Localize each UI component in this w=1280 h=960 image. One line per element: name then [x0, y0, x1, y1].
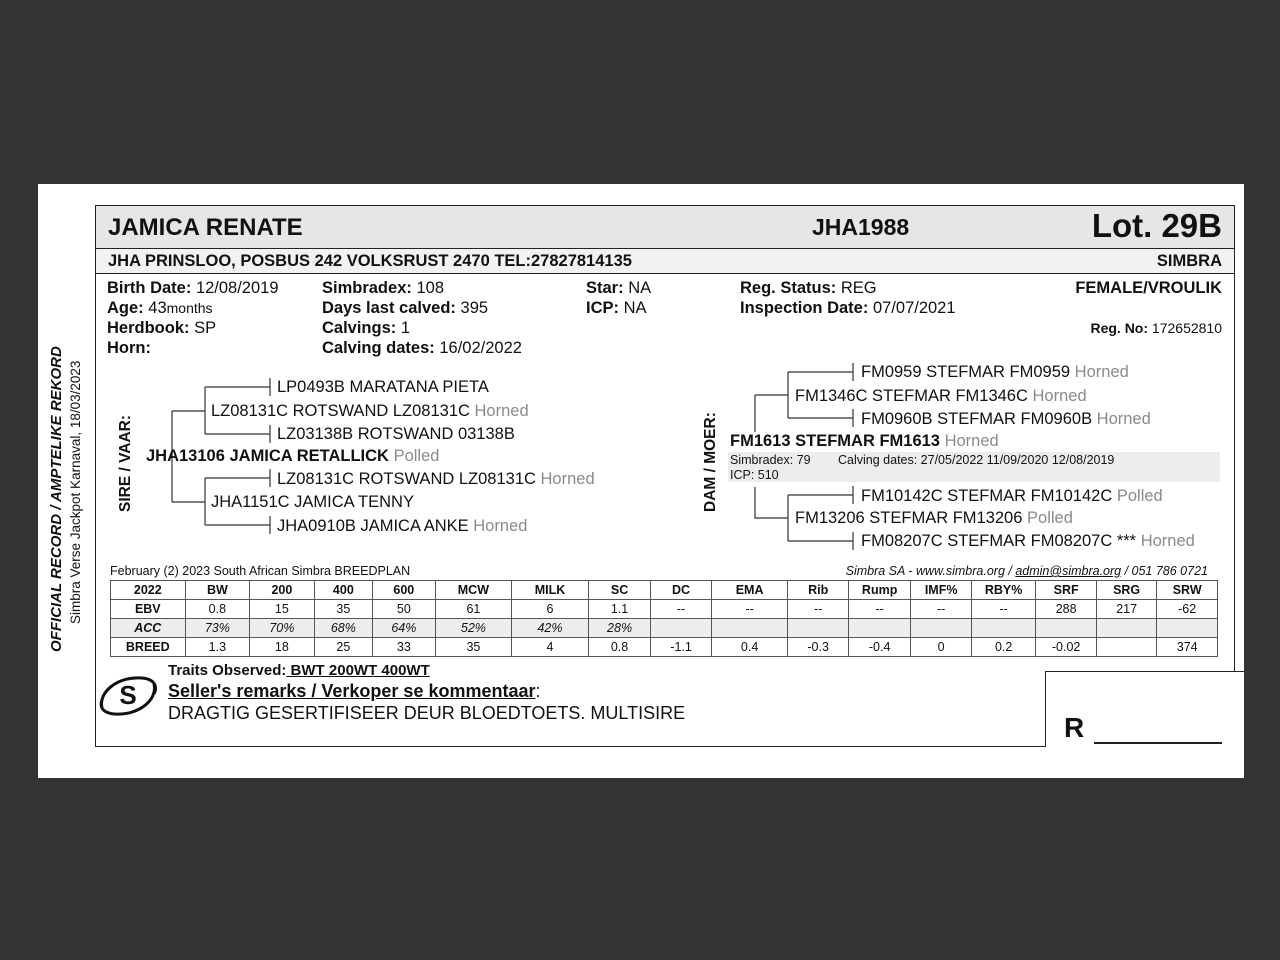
ebv-cell — [1096, 638, 1156, 657]
simbra-contact: Simbra SA - www.simbra.org / admin@simbra.org / 051 786 0721 — [845, 564, 1208, 578]
birth-date: Birth Date: 12/08/2019 — [107, 279, 279, 297]
ebv-cell: 1.1 — [588, 600, 651, 619]
sire-label: SIRE / VAAR: — [117, 414, 134, 512]
herdbook: Herdbook: SP — [107, 319, 217, 337]
ebv-cell: 6 — [512, 600, 589, 619]
owner-address: JHA PRINSLOO, POSBUS 242 VOLKSRUST 2470 TEL:27827814135 — [108, 252, 632, 270]
ebv-cell — [1096, 619, 1156, 638]
dam-grandparent-4: FM08207C STEFMAR FM08207C *** Horned — [861, 532, 1195, 550]
sire-grandparent-3: LZ08131C ROTSWAND LZ08131C Horned — [277, 470, 595, 488]
ebv-cell: 0.4 — [711, 638, 788, 657]
ebv-row — [111, 619, 1218, 638]
ebv-cell: -- — [711, 600, 788, 619]
dam-icp: ICP: 510 — [730, 468, 779, 482]
traits-observed: Traits Observed: BWT 200WT 400WT — [168, 662, 430, 679]
dam-parent-2: FM13206 STEFMAR FM13206 Polled — [795, 509, 1073, 527]
icp: ICP: NA — [586, 299, 647, 317]
reg-number: Reg. No: 172652810 — [1090, 320, 1222, 336]
dam-simbradex: Simbradex: 79 — [730, 453, 811, 467]
ebv-cell: 35 — [435, 638, 512, 657]
sire-parent-2: JHA1151C JAMICA TENNY — [211, 493, 414, 511]
ebv-cell: -1.1 — [651, 638, 711, 657]
ebv-cell: -- — [971, 600, 1036, 619]
ebv-cell: -0.02 — [1036, 638, 1096, 657]
ebv-cell: Rump — [848, 581, 911, 600]
dam-calving-dates: Calving dates: 27/05/2022 11/09/2020 12/08/2019 — [838, 453, 1115, 467]
ebv-cell: -- — [911, 600, 971, 619]
ebv-cell — [788, 619, 848, 638]
dam-grandparent-3: FM10142C STEFMAR FM10142C Polled — [861, 487, 1163, 505]
ebv-row — [111, 600, 1218, 619]
ebv-cell: EMA — [711, 581, 788, 600]
inspection-date: Inspection Date: 07/07/2021 — [740, 299, 956, 317]
dam-details — [728, 452, 1220, 482]
breedplan-source: February (2) 2023 South African Simbra BREEDPLAN — [110, 564, 411, 578]
ebv-cell: MILK — [512, 581, 589, 600]
ebv-cell: MCW — [435, 581, 512, 600]
ebv-cell: DC — [651, 581, 711, 600]
simbradex: Simbradex: 108 — [322, 279, 444, 297]
ebv-cell: SRW — [1157, 581, 1218, 600]
ebv-cell: EBV — [111, 600, 186, 619]
dam-grandparent-2: FM0960B STEFMAR FM0960B Horned — [861, 410, 1151, 428]
sire-name: JHA13106 JAMICA RETALLICK Polled — [146, 447, 440, 465]
ebv-cell: 28% — [588, 619, 651, 638]
calvings: Calvings: 1 — [322, 319, 411, 337]
ebv-cell: 52% — [435, 619, 512, 638]
ebv-cell — [911, 619, 971, 638]
horn: Horn: — [107, 339, 151, 357]
animal-code: JHA1988 — [812, 214, 910, 240]
ebv-cell: 0 — [911, 638, 971, 657]
ebv-cell: 600 — [373, 581, 436, 600]
ebv-cell: 64% — [373, 619, 436, 638]
ebv-cell: 288 — [1036, 600, 1096, 619]
email-link[interactable]: admin@simbra.org — [1015, 564, 1122, 578]
dam-grandparent-1: FM0959 STEFMAR FM0959 Horned — [861, 363, 1129, 381]
dam-label: DAM / MOER: — [702, 412, 719, 512]
ebv-cell: 15 — [250, 600, 315, 619]
animal-name: JAMICA RENATE — [108, 214, 303, 241]
age: Age: 43months — [107, 299, 213, 317]
signature-box — [1045, 671, 1244, 747]
ebv-cell: SRG — [1096, 581, 1156, 600]
signature-label: R — [1064, 712, 1085, 743]
signature-line — [1094, 742, 1222, 744]
ebv-cell: ACC — [111, 619, 186, 638]
ebv-cell: SRF — [1036, 581, 1096, 600]
ebv-cell: 0.8 — [588, 638, 651, 657]
ebv-cell: -- — [651, 600, 711, 619]
sire-parent-1: LZ08131C ROTSWAND LZ08131C Horned — [211, 402, 529, 420]
ebv-cell: 1.3 — [185, 638, 250, 657]
days-last-calved: Days last calved: 395 — [322, 299, 489, 317]
ebv-cell — [848, 619, 911, 638]
dam-parent-1: FM1346C STEFMAR FM1346C Horned — [795, 387, 1087, 405]
ebv-cell: -0.3 — [788, 638, 848, 657]
svg-text:S: S — [119, 680, 137, 710]
ebv-cell: IMF% — [911, 581, 971, 600]
ebv-cell — [971, 619, 1036, 638]
ebv-cell — [711, 619, 788, 638]
ebv-cell: Rib — [788, 581, 848, 600]
ebv-cell: RBY% — [971, 581, 1036, 600]
reg-status: Reg. Status: REG — [740, 279, 877, 297]
ebv-cell: 400 — [314, 581, 372, 600]
remarks-heading: Seller's remarks / Verkoper se kommentaar: — [168, 681, 541, 701]
ebv-cell: -62 — [1157, 600, 1218, 619]
ebv-cell: 68% — [314, 619, 372, 638]
calving-dates: Calving dates: 16/02/2022 — [322, 339, 522, 357]
ebv-cell: 374 — [1157, 638, 1218, 657]
ebv-cell: 73% — [185, 619, 250, 638]
ebv-cell: 35 — [314, 600, 372, 619]
ebv-cell: SC — [588, 581, 651, 600]
ebv-cell: -- — [848, 600, 911, 619]
sex-label: FEMALE/VROULIK — [1075, 279, 1222, 297]
sire-grandparent-1: LP0493B MARATANA PIETA — [277, 378, 489, 396]
ebv-cell: 200 — [250, 581, 315, 600]
star: Star: NA — [586, 279, 652, 297]
ebv-cell: 25 — [314, 638, 372, 657]
ebv-cell: 2022 — [111, 581, 186, 600]
dam-name: FM1613 STEFMAR FM1613 Horned — [730, 432, 999, 450]
official-record-label: OFFICIAL RECORD / AMPTELIKE REKORD — [48, 346, 65, 652]
lot-number: Lot. 29B — [1091, 207, 1222, 244]
ebv-cell — [1157, 619, 1218, 638]
ebv-cell: -0.4 — [848, 638, 911, 657]
ebv-cell — [651, 619, 711, 638]
ebv-cell: 33 — [373, 638, 436, 657]
ebv-cell — [1036, 619, 1096, 638]
ebv-cell: BW — [185, 581, 250, 600]
sire-grandparent-2: LZ03138B ROTSWAND 03138B — [277, 425, 515, 443]
ebv-cell: -- — [788, 600, 848, 619]
simbra-logo-icon — [96, 670, 160, 720]
sire-grandparent-4: JHA0910B JAMICA ANKE Horned — [277, 517, 528, 535]
ebv-cell: 50 — [373, 600, 436, 619]
ebv-header-row — [111, 581, 1218, 600]
ebv-cell: 0.8 — [185, 600, 250, 619]
ebv-table — [110, 580, 1218, 657]
ebv-cell: 61 — [435, 600, 512, 619]
remarks-text: DRAGTIG GESERTIFISEER DEUR BLOEDTOETS. MULTISIRE — [168, 703, 686, 723]
ebv-cell: 0.2 — [971, 638, 1036, 657]
breed-label: SIMBRA — [1156, 252, 1222, 270]
ebv-cell: 4 — [512, 638, 589, 657]
ebv-row — [111, 638, 1218, 657]
sale-name-label: Simbra Verse Jackpot Karnaval, 18/03/2023 — [68, 360, 83, 624]
ebv-cell: BREED — [111, 638, 186, 657]
ebv-cell: 70% — [250, 619, 315, 638]
ebv-cell: 217 — [1096, 600, 1156, 619]
ebv-cell: 42% — [512, 619, 589, 638]
ebv-cell: 18 — [250, 638, 315, 657]
